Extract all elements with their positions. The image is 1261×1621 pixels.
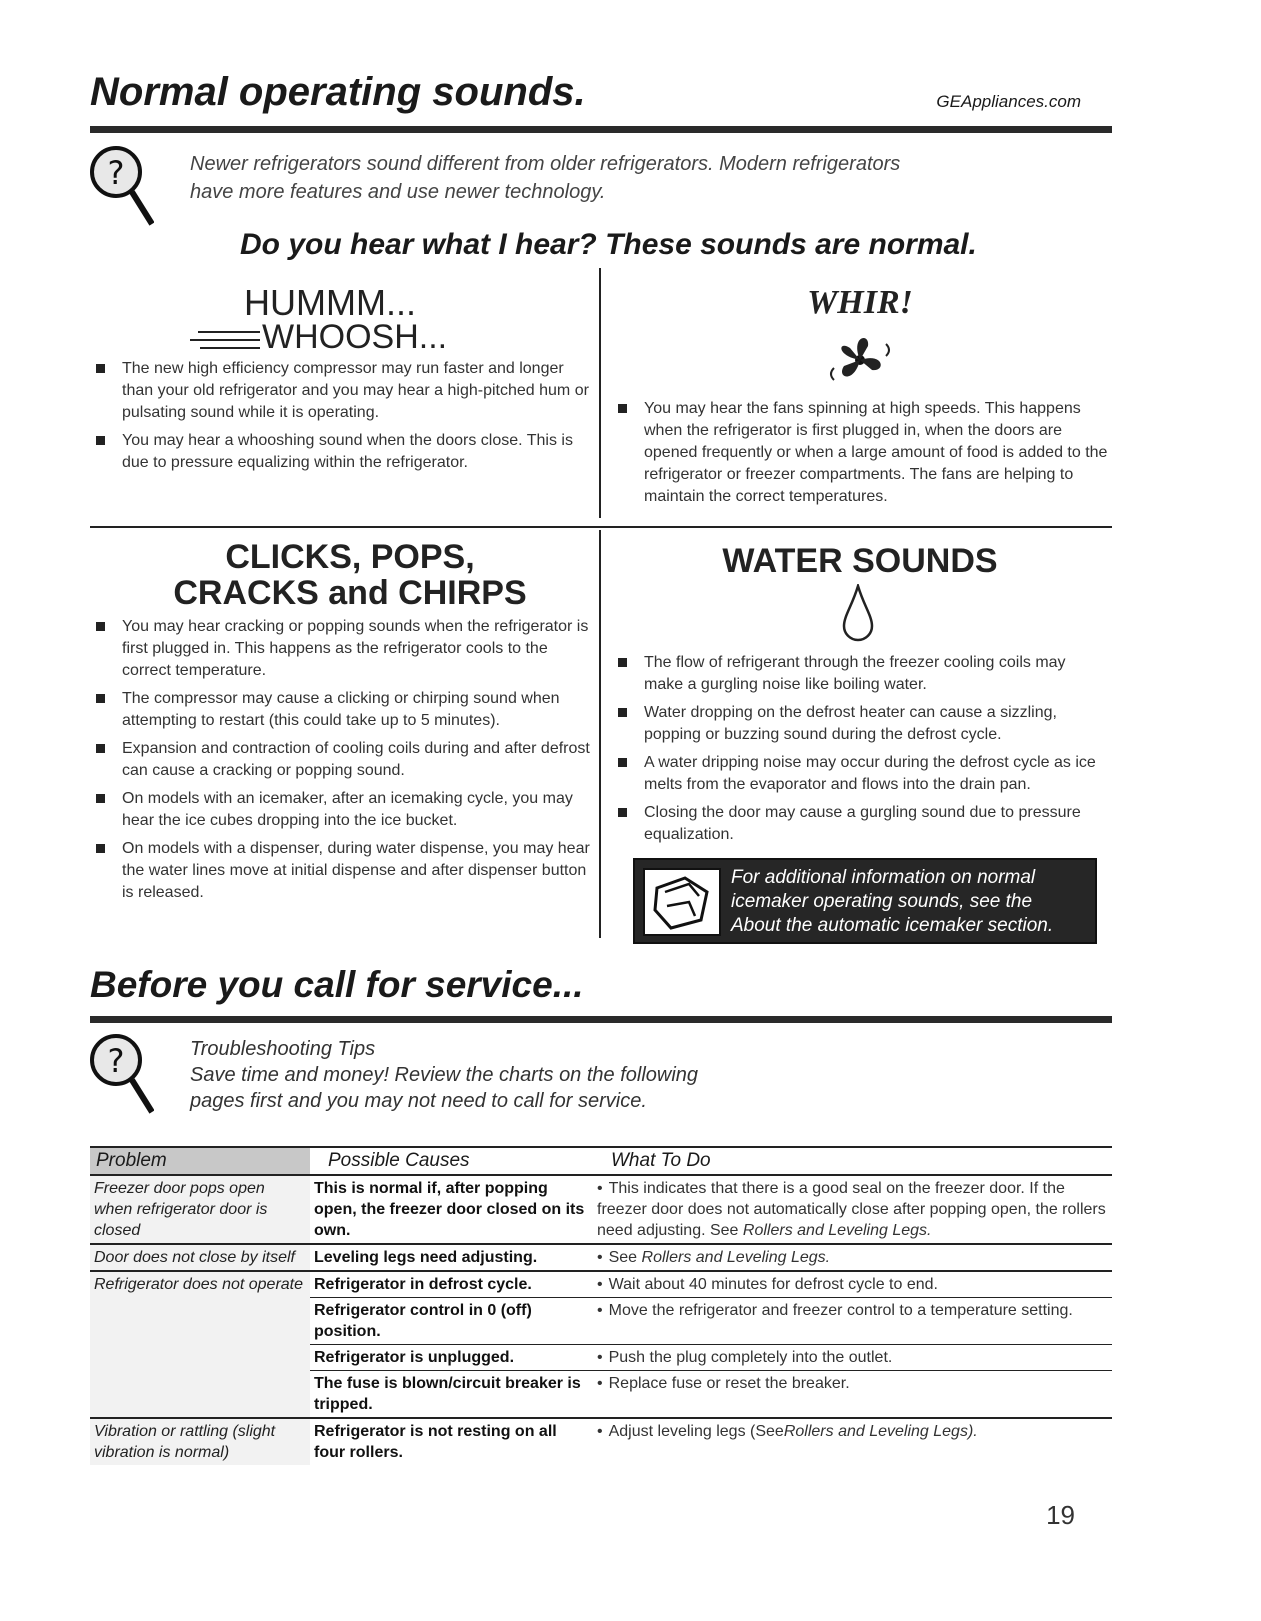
service-divider [90,1016,1112,1023]
table-row [90,1244,1112,1271]
ref-link[interactable]: Rollers and Leveling Legs. [742,1222,932,1239]
todo-cell: • This indicates that there is a good seal on the freezer door. If the freezer door does not automatically close after popping open, the rollers need adjusting. See Rollers and Leveling Legs. [593,1175,1112,1244]
problem-cell: Freezer door pops open when refrigerator door is closed [90,1175,310,1244]
troubleshooting-table [90,1146,1112,1465]
hum-list [90,358,590,480]
cause-cell: Refrigerator control in 0 (off) position. [310,1298,593,1345]
site-url[interactable]: GEAppliances.com [936,92,1081,111]
fan-icon [820,326,900,396]
column-divider-bottom [599,530,601,938]
table-row [90,1418,1112,1465]
clicks-title: CLICKS, POPS, [225,538,475,576]
cause-cell: The fuse is blown/circuit breaker is tripped. [310,1371,593,1419]
clicks-item: On models with an icemaker, after an icemaking cycle, you may hear the ice cubes dropping into the ice bucket. [90,788,590,832]
cause-cell: This is normal if, after popping open, the freezer door closed on its own. [310,1175,593,1244]
col-header-problem: Problem [90,1147,310,1175]
problem-cell: Refrigerator does not operate [90,1271,310,1418]
ref-link[interactable]: Rollers and Leveling Legs. [641,1249,831,1266]
table-row [90,1175,1112,1244]
water-item: Water dropping on the defrost heater can cause a sizzling, popping or buzzing sound during the defrost cycle. [612,702,1108,746]
ref-link[interactable]: Rollers and Leveling Legs). [783,1423,978,1440]
clicks-list [90,616,590,910]
header-divider [90,126,1112,133]
clicks-item: The compressor may cause a clicking or chirping sound when attempting to restart (this could take up to 5 minutes). [90,688,590,732]
todo-cell: • Move the refrigerator and freezer control to a temperature setting. [593,1298,1112,1345]
cause-cell: Refrigerator is not resting on all four rollers. [314,1423,557,1461]
icemaker-callout [633,858,1097,944]
hum-title: HUMMM... [244,282,416,323]
callout-line3: About the automatic icemaker section. [731,915,1054,936]
problem-cell: Door does not close by itself [90,1244,310,1271]
callout-text [731,866,1091,938]
intro-text-line1: Newer refrigerators sound different from older refrigerators. Modern refrigerators [190,153,901,175]
callout-line2: icemaker operating sounds, see the [731,891,1033,912]
whir-list [612,398,1108,514]
table-row [90,1271,1112,1298]
svg-text:?: ? [107,1042,125,1080]
intro-text-line2: have more features and use newer technology. [190,181,606,203]
question-magnifier-icon [88,142,154,226]
cause-cell: Refrigerator is unplugged. [310,1345,593,1371]
whir-title: WHIR! [807,284,913,321]
water-drop-icon [840,584,876,644]
col-header-todo: What To Do [593,1147,1112,1175]
section-divider [90,526,1112,528]
icemaker-icon [643,868,721,936]
column-divider-top [599,268,601,518]
water-item: A water dripping noise may occur during the defrost cycle as ice melts from the evaporator and flows into the drain pan. [612,752,1108,796]
water-item: Closing the door may cause a gurgling sound due to pressure equalization. [612,802,1108,846]
tips-line2: Save time and money! Review the charts on the following [190,1064,699,1086]
todo-cell: • Push the plug completely into the outlet. [593,1345,1112,1371]
problem-cell: Vibration or rattling (slight vibration is normal) [90,1418,310,1465]
whoosh-title: WHOOSH... [262,318,448,356]
clicks-title-2: CRACKS and CHIRPS [173,574,527,612]
tagline: Do you hear what I hear? These sounds are normal. [240,228,977,261]
svg-text:?: ? [107,154,125,192]
hum-item: The new high efficiency compressor may run faster and longer than your old refrigerator and you may hear a high-pitched hum or pulsating sound while it is operating. [90,358,590,424]
todo-cell: • See Rollers and Leveling Legs. [593,1244,1112,1271]
water-item: The flow of refrigerant through the freezer cooling coils may make a gurgling noise like boiling water. [612,652,1108,696]
question-magnifier-icon-2 [88,1030,154,1114]
whoosh-lines-icon [190,328,262,352]
page-number: 19 [1046,1500,1075,1530]
todo-cell: • Adjust leveling legs (SeeRollers and Leveling Legs). [597,1423,978,1440]
whir-item: You may hear the fans spinning at high speeds. This happens when the refrigerator is first plugged in, when the doors are opened frequently or when a large amount of food is added to the refrigerator or freezer compartments. The fans are helping to maintain the correct temperatures. [612,398,1108,508]
callout-line1: For additional information on normal [731,867,1036,888]
cause-cell: Refrigerator in defrost cycle. [310,1271,593,1298]
clicks-item: Expansion and contraction of cooling coils during and after defrost can cause a cracking or popping sound. [90,738,590,782]
clicks-item: You may hear cracking or popping sounds when the refrigerator is first plugged in. This happens as the refrigerator cools to the correct temperature. [90,616,590,682]
hum-item: You may hear a whooshing sound when the doors close. This is due to pressure equalizing within the refrigerator. [90,430,590,474]
page-title: Normal operating sounds. [90,70,586,114]
service-title: Before you call for service... [90,964,584,1005]
todo-cell: • Replace fuse or reset the breaker. [593,1371,1112,1419]
todo-cell: • Wait about 40 minutes for defrost cycle to end. [593,1271,1112,1298]
water-list [612,652,1108,852]
clicks-item: On models with a dispenser, during water dispense, you may hear the water lines move at initial dispense and after dispenser button is released. [90,838,590,904]
tips-line3: pages first and you may not need to call for service. [190,1090,647,1112]
cause-cell: Leveling legs need adjusting. [310,1244,593,1271]
tips-heading: Troubleshooting Tips [190,1038,376,1060]
col-header-causes: Possible Causes [310,1147,593,1175]
water-title: WATER SOUNDS [722,542,998,580]
